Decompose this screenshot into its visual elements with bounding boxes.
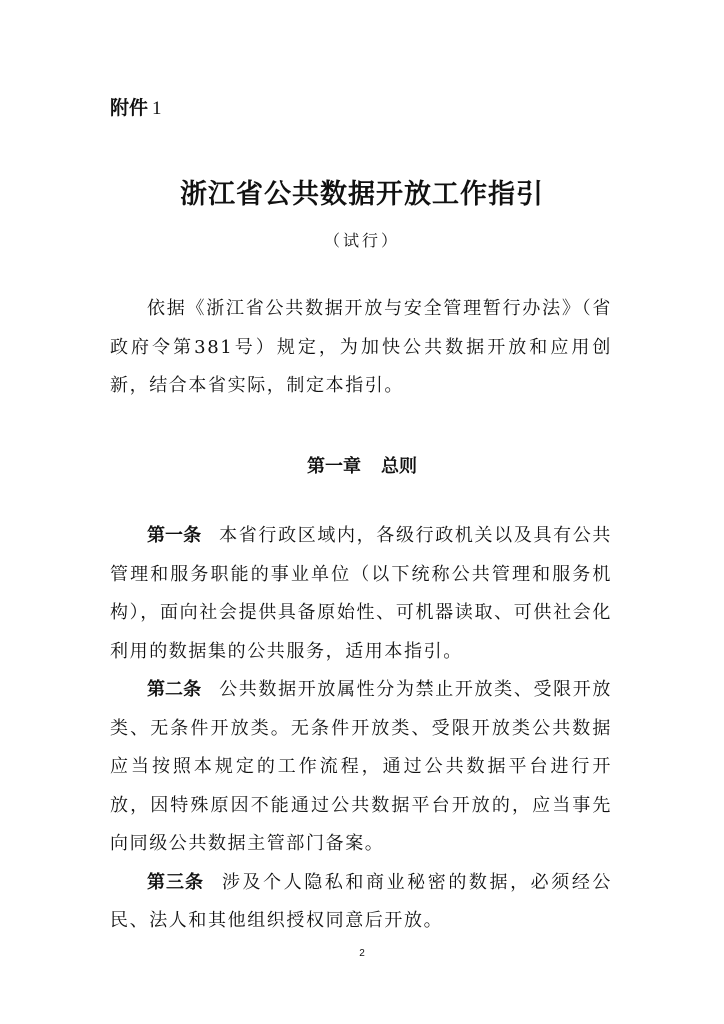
document-title: 浙江省公共数据开放工作指引 xyxy=(180,179,544,210)
page-number: 2 xyxy=(359,948,365,959)
document-subtitle: （试行） xyxy=(323,231,400,250)
article-text: 涉及个人隐私和商业秘密的数据，必须经公民、法人和其他组织授权同意后开放。 xyxy=(110,871,613,931)
attachment-label xyxy=(110,93,162,120)
article-text: 公共数据开放属性分为禁止开放类、受限开放类、无条件开放类。无条件开放类、受限开放类公共数据应当按照本规定的工作流程，通过公共数据平台进行开放，因特殊原因不能通过公共数据平台开放的，应当事先向同级公共数据主管部门备案。 xyxy=(110,679,613,854)
article-2 xyxy=(110,671,612,864)
article-1 xyxy=(110,517,612,671)
chapter-heading xyxy=(0,452,724,478)
article-3 xyxy=(110,864,612,941)
chapter-number: 第一章 xyxy=(307,456,361,477)
article-label: 第三条 xyxy=(147,871,204,893)
intro-paragraph xyxy=(110,290,612,406)
intro-text: 依据《浙江省公共数据开放与安全管理暂行办法》（省政府令第381号）规定，为加快公共数据开放和应用创新，结合本省实际，制定本指引。 xyxy=(110,298,612,396)
article-label: 第二条 xyxy=(147,679,202,700)
article-label: 第一条 xyxy=(147,525,202,546)
chapter-name: 总则 xyxy=(381,456,417,477)
articles-section xyxy=(110,517,612,941)
attachment-number: 1 xyxy=(152,98,162,119)
attachment-label-text: 附件 xyxy=(110,97,149,119)
article-text: 本省行政区域内，各级行政机关以及具有公共管理和服务职能的事业单位（以下统称公共管理和服务机构），面向社会提供具备原始性、可机器读取、可供社会化利用的数据集的公共服务，适用本指引。 xyxy=(110,525,613,662)
